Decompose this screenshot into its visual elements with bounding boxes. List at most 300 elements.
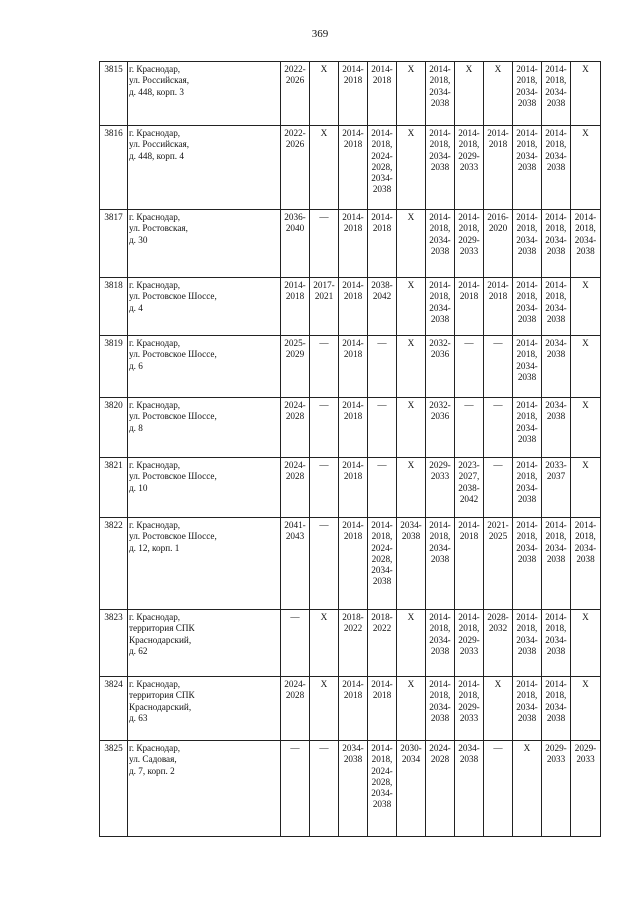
row-number: 3818 [100,278,128,336]
address-line: ул. Российская, [129,75,190,86]
period-line: 2014- [371,128,393,138]
period-line: 2018, [458,623,480,634]
period-line: 2028- [487,612,509,622]
address-cell [128,518,281,610]
period-line: 2014- [516,212,538,222]
period-line: 2038- [371,280,393,290]
period-line: — [290,743,300,753]
period-cell [368,677,397,741]
period-line: — [319,520,329,530]
period-cell [542,398,571,458]
period-line: 2014- [371,212,393,222]
period-line: 2024- [284,679,306,689]
period-line: 2038 [372,576,392,587]
table-row [100,610,601,677]
period-line: 2034- [371,788,393,799]
address-cell [128,677,281,741]
period-cell [339,62,368,126]
period-line: X [582,679,589,689]
period-line: 2014- [429,520,451,530]
period-cell [310,518,339,610]
period-line: 2038 [517,433,537,444]
period-line: 2018 [343,690,363,701]
period-line: 2018 [343,75,363,86]
period-cell [281,677,310,741]
period-cell [310,677,339,741]
table-row [100,278,601,336]
address-cell [128,210,281,278]
address-line: ул. Российская, [129,139,190,150]
period-line: 2029- [458,701,480,712]
period-line: 2014- [545,520,567,530]
period-line: 2014- [429,212,451,222]
address-line: г. Краснодар, [129,400,181,410]
period-line: 2034 [401,754,421,765]
period-line: 2018 [488,139,508,150]
period-cell [455,398,484,458]
period-line: 2018 [343,531,363,542]
period-line: 2014- [429,679,451,689]
period-line: 2014- [429,280,451,290]
period-line: 2018, [516,471,538,482]
period-line: 2034- [429,86,451,97]
period-cell [484,398,513,458]
period-cell [281,278,310,336]
period-cell [397,398,426,458]
period-line: — [377,400,387,410]
address-cell [128,398,281,458]
period-line: 2034- [371,173,393,184]
period-cell [310,278,339,336]
period-line: X [582,338,589,348]
period-line: — [377,460,387,470]
period-line: 2038 [517,161,537,172]
period-cell [368,741,397,837]
period-line: — [319,743,329,753]
period-line: 2021- [487,520,509,530]
period-line: 2014- [516,520,538,530]
row-number: 3822 [100,518,128,610]
period-cell [426,62,455,126]
period-line: 2033 [576,754,595,765]
period-line: 2018 [459,291,479,302]
address-line: Краснодарский, [129,701,192,712]
period-line: X [407,212,415,222]
period-line: 2018, [516,623,538,634]
period-line: — [319,400,329,410]
period-cell [310,610,339,677]
period-line: 2024- [371,765,393,776]
period-cell [426,278,455,336]
period-cell [455,610,484,677]
period-line: 2018 [343,291,363,302]
period-cell [571,336,601,398]
table-row [100,62,601,126]
page-number: 369 [311,28,329,40]
period-line: 2014- [371,64,393,74]
period-cell [368,126,397,210]
period-line: 2027, [458,471,480,482]
period-line: 2014- [516,338,538,348]
register-table [99,61,601,837]
period-line: 2025- [284,338,306,348]
period-cell [571,677,601,741]
period-cell [339,278,368,336]
period-line: 2034- [545,302,567,313]
period-cell [426,458,455,518]
period-cell [484,278,513,336]
period-cell [339,398,368,458]
period-cell [571,741,601,837]
period-line: 2014- [342,64,364,74]
period-line: 2018, [545,291,567,302]
period-line: 2029- [545,743,567,753]
period-cell [571,62,601,126]
period-line: 2038 [430,161,450,172]
period-line: X [407,679,415,689]
period-line: 2038 [546,313,566,324]
period-line: X [494,64,502,74]
period-line: X [320,128,328,138]
period-cell [426,610,455,677]
address-line: ул. Ростовское Шоссе, [129,411,217,422]
address-line: д. 6 [129,360,143,371]
period-cell [513,741,542,837]
period-line: 2023- [458,460,480,470]
address-line: д. 62 [129,645,148,656]
period-cell [484,62,513,126]
period-line: X [407,612,415,622]
address-line: ул. Ростовская, [129,223,188,234]
period-cell [455,518,484,610]
period-line: 2014- [371,520,393,530]
period-line: 2018, [458,139,480,150]
period-line: 2029 [285,349,305,360]
period-line: 2014- [342,520,364,530]
period-line: 2018, [516,291,538,302]
period-line: 2014- [516,400,538,410]
period-line: 2041- [284,520,306,530]
period-line: X [582,64,589,74]
period-line: 2014- [458,520,480,530]
period-line: 2018 [343,139,363,150]
period-cell [397,62,426,126]
period-cell [368,518,397,610]
period-line: 2018, [516,349,538,360]
period-line: 2033 [459,645,479,656]
period-line: X [465,64,473,74]
period-cell [339,741,368,837]
address-line: д. 8 [129,422,143,433]
period-line: 2034- [429,542,451,553]
period-line: — [493,400,503,410]
period-line: 2038- [458,482,480,493]
period-line: 2038 [517,553,537,564]
period-line: 2014- [574,520,597,530]
period-line: 2014- [545,612,567,622]
period-line: 2034- [516,422,538,433]
period-line: 2034- [516,302,538,313]
period-line: 2038 [430,645,450,656]
period-cell [339,458,368,518]
period-cell [281,126,310,210]
period-line: 2014- [545,212,567,222]
period-cell [542,677,571,741]
period-cell [484,741,513,837]
address-line: д. 12, корп. 1 [129,542,180,553]
period-cell [542,62,571,126]
period-line: 2034- [400,520,422,530]
period-line: — [319,460,329,470]
period-line: — [493,338,503,348]
period-cell [542,518,571,610]
address-line: д. 30 [129,234,148,245]
period-cell [455,278,484,336]
period-line: 2028 [285,471,305,482]
period-line: 2024- [284,400,306,410]
period-line: 2034- [429,150,451,161]
address-line: г. Краснодар, [129,212,181,222]
period-line: 2014- [429,128,451,138]
period-line: 2018 [372,690,392,701]
period-line: 2018 [343,411,363,422]
period-cell [397,610,426,677]
period-line: 2018, [575,223,596,234]
period-line: 2034- [545,701,567,712]
period-line: 2038 [430,245,450,256]
period-line: 2014- [342,128,364,138]
period-line: 2014- [342,280,364,290]
period-cell [368,336,397,398]
address-line: д. 63 [129,712,148,723]
period-line: X [320,64,328,74]
period-line: 2034- [545,634,567,645]
period-line: 2018 [459,531,479,542]
period-line: 2038 [343,754,363,765]
period-cell [426,210,455,278]
period-line: 2034- [516,360,538,371]
period-line: 2014- [516,460,538,470]
address-cell [128,610,281,677]
period-line: 2028, [371,776,393,787]
period-cell [484,126,513,210]
period-line: 2038 [546,645,566,656]
period-line: 2032- [429,400,451,410]
period-line: 2014- [458,280,480,290]
period-line: 2033 [546,754,566,765]
period-cell [542,126,571,210]
period-cell [542,458,571,518]
period-cell [310,336,339,398]
address-line: ул. Ростовское Шоссе, [129,471,217,482]
period-cell [455,741,484,837]
period-line: 2038 [459,754,479,765]
address-line: д. 448, корп. 3 [129,86,184,97]
period-cell [542,336,571,398]
period-cell [484,336,513,398]
period-cell [542,278,571,336]
period-line: X [407,64,415,74]
period-line: 2018, [516,690,538,701]
period-line: 2014- [429,612,451,622]
period-cell [455,126,484,210]
period-line: 2034- [545,542,567,553]
period-cell [513,398,542,458]
period-cell [281,518,310,610]
address-cell [128,458,281,518]
period-line: — [290,612,300,622]
address-line: д. 7, корп. 2 [129,765,175,776]
period-line: 2018, [429,531,451,542]
period-line: 2029- [458,234,480,245]
period-line: 2018, [429,690,451,701]
period-line: 2014- [342,400,364,410]
period-line: 2018, [516,223,538,234]
period-line: 2038 [546,97,566,108]
period-line: X [582,280,589,290]
period-line: 2018, [371,754,393,765]
period-line: 2038 [517,712,537,723]
period-line: 2034- [545,150,567,161]
address-line: ул. Ростовское Шоссе, [129,291,217,302]
period-line: 2038 [430,313,450,324]
period-line: 2034- [574,542,597,553]
row-number: 3821 [100,458,128,518]
period-line: 2018 [343,471,363,482]
period-line: — [493,460,503,470]
period-line: 2034- [371,565,393,576]
period-line: 2034- [545,234,567,245]
period-line: 2034- [545,400,567,410]
period-line: 2042 [459,493,479,504]
period-line: 2028 [430,754,450,765]
period-line: 2014- [458,612,480,622]
period-line: 2018, [516,139,538,150]
address-line: г. Краснодар, [129,64,181,74]
period-line: 2018, [371,139,393,150]
period-line: — [464,338,474,348]
period-line: 2014- [284,280,306,290]
period-line: 2018, [545,139,567,150]
period-line: 2024- [284,460,306,470]
period-cell [397,741,426,837]
period-cell [571,398,601,458]
period-line: 2032- [429,338,451,348]
period-line: 2022 [343,623,363,634]
period-line: 2018, [545,623,567,634]
row-number: 3825 [100,741,128,837]
table-row [100,398,601,458]
period-line: 2018, [516,75,538,86]
period-line: 2033 [459,712,479,723]
period-line: 2042 [372,291,392,302]
period-line: 2038 [546,553,566,564]
address-line: территория СПК [129,690,195,701]
period-line: 2043 [285,531,305,542]
period-cell [513,458,542,518]
period-line: 2014- [545,128,567,138]
period-line: 2021 [314,291,334,302]
period-cell [368,610,397,677]
period-line: 2014- [342,212,364,222]
period-line: 2018 [372,223,392,234]
table-row [100,336,601,398]
period-cell [426,518,455,610]
address-line: г. Краснодар, [129,612,181,622]
table-row [100,741,601,837]
row-number: 3819 [100,336,128,398]
period-line: 2024- [371,150,393,161]
period-line: 2022- [284,64,306,74]
period-cell [484,518,513,610]
period-line: 2014- [371,743,393,753]
period-cell [455,677,484,741]
period-cell [339,677,368,741]
row-number: 3815 [100,62,128,126]
period-cell [310,62,339,126]
period-cell [513,518,542,610]
address-line: ул. Ростовское Шоссе, [129,531,217,542]
period-cell [310,741,339,837]
period-line: 2024- [371,542,393,553]
period-line: 2038 [401,531,421,542]
address-line: ул. Ростовское Шоссе, [129,349,217,360]
period-cell [310,210,339,278]
period-line: 2034- [516,234,538,245]
table-row [100,518,601,610]
period-cell [339,518,368,610]
period-cell [571,518,601,610]
period-line: 2038 [430,97,450,108]
period-line: 2038 [430,712,450,723]
period-line: 2034- [342,743,364,753]
row-number: 3816 [100,126,128,210]
address-line: д. 10 [129,482,148,493]
period-line: 2032 [488,623,508,634]
period-line: X [407,338,415,348]
period-line: 2018, [516,411,538,422]
period-cell [455,336,484,398]
period-line: 2018, [429,75,451,86]
period-line: 2038 [517,313,537,324]
period-line: 2014- [574,212,597,222]
period-line: 2038 [372,799,392,810]
period-cell [339,126,368,210]
period-line: 2018, [458,690,480,701]
address-line: г. Краснодар, [129,679,181,689]
period-cell [513,610,542,677]
period-line: 2036- [284,212,306,222]
period-line: X [494,679,502,689]
period-cell [397,278,426,336]
period-line: 2014- [516,128,538,138]
period-line: 2018 [343,223,363,234]
address-line: ул. Садовая, [129,754,177,765]
period-line: 2014- [545,679,567,689]
period-line: 2033 [459,161,479,172]
period-cell [426,398,455,458]
period-line: 2018, [545,75,567,86]
period-line: 2038 [546,245,566,256]
period-line: 2028, [371,553,393,564]
period-line: 2014- [545,280,567,290]
period-cell [339,210,368,278]
period-line: 2038 [430,553,450,564]
period-line: 2034- [429,701,451,712]
period-cell [513,210,542,278]
period-line: 2030- [400,743,422,753]
period-cell [310,126,339,210]
